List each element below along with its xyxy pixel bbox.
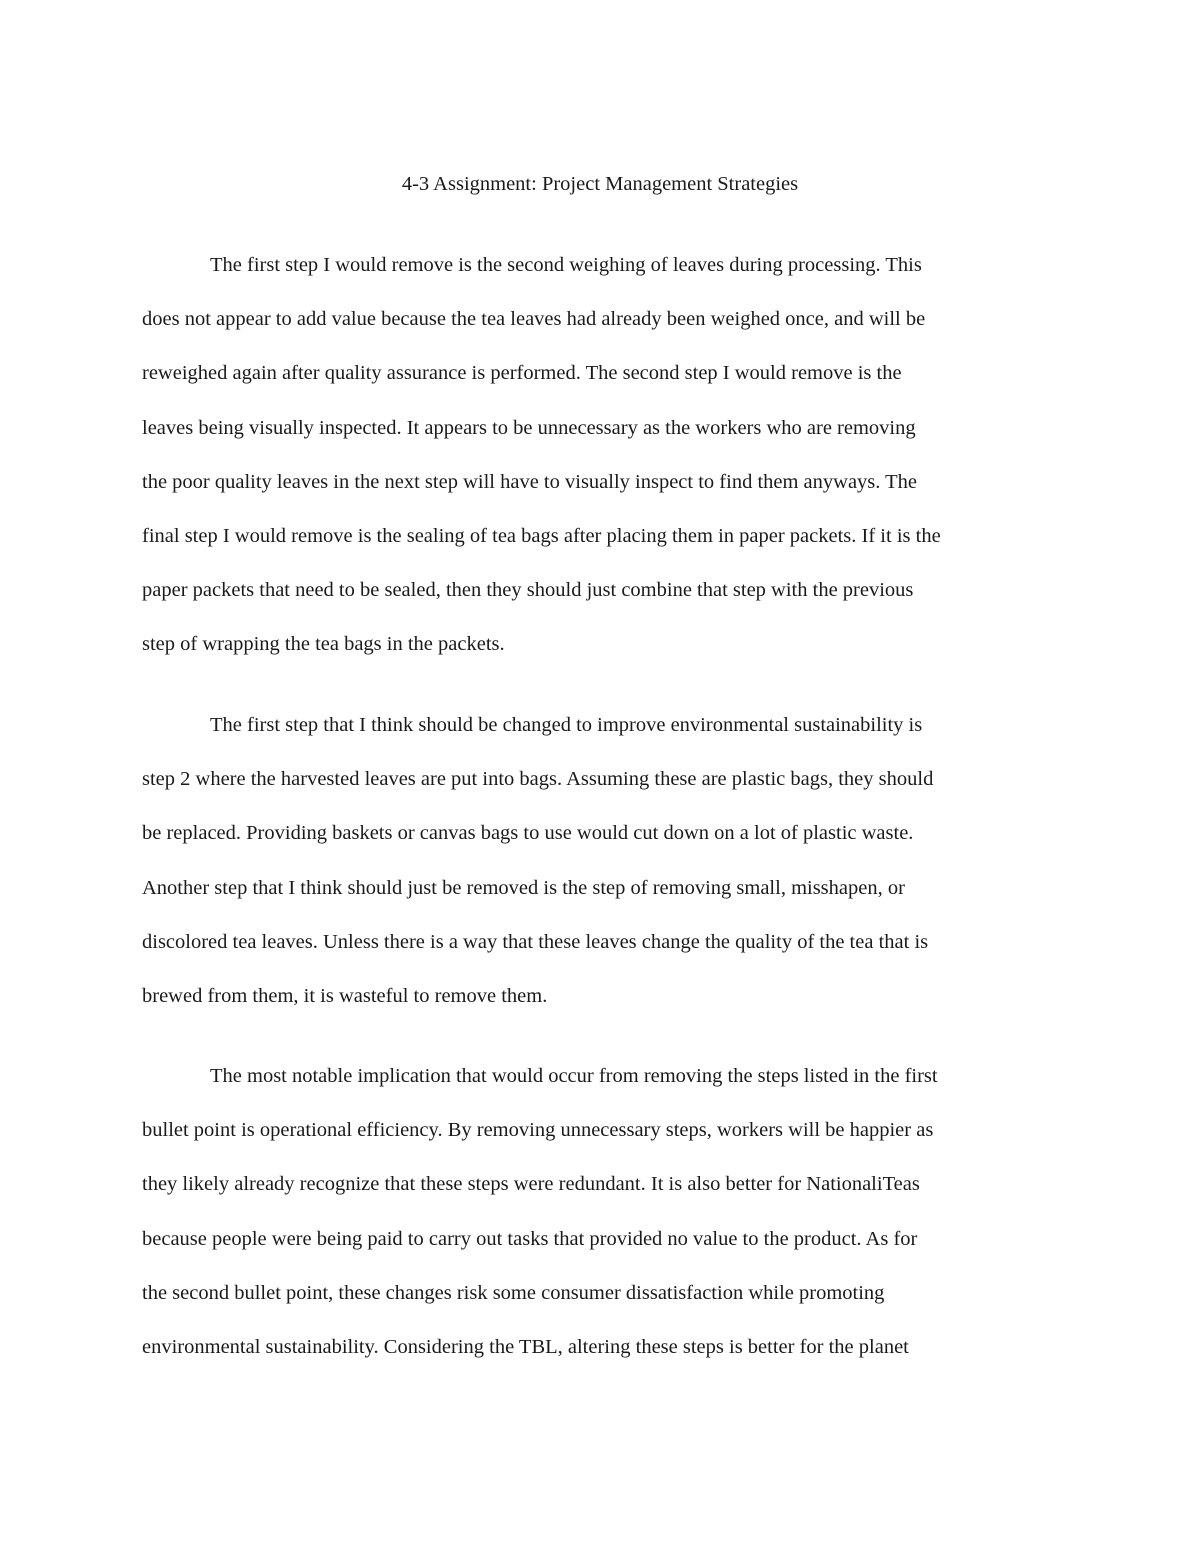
paragraph-line: paper packets that need to be sealed, then they should just combine that step with the previous [142, 579, 914, 602]
paragraph-line: be replaced. Providing baskets or canvas bags to use would cut down on a lot of plastic waste. [142, 822, 914, 845]
paragraph-line: Another step that I think should just be removed is the step of removing small, misshapen, or [142, 876, 905, 899]
paragraph-line: the poor quality leaves in the next step will have to visually inspect to find them anyways. The [142, 470, 918, 493]
paragraph-line: they likely already recognize that these steps were redundant. It is also better for NationaliTeas [142, 1173, 920, 1196]
paragraph-line: discolored tea leaves. Unless there is a way that these leaves change the quality of the tea that is [142, 930, 929, 953]
paragraph-line: reweighed again after quality assurance is performed. The second step I would remove is the [142, 362, 902, 385]
paragraph-line: The most notable implication that would occur from removing the steps listed in the first [210, 1065, 938, 1087]
paragraph-line: step of wrapping the tea bags in the packets. [142, 633, 505, 656]
paragraph-1 [142, 249, 941, 683]
paragraph-line: because people were being paid to carry out tasks that provided no value to the product. As for [142, 1227, 918, 1250]
paragraph-line: The first step that I think should be changed to improve environmental sustainability is [210, 714, 923, 736]
paragraph-line: bullet point is operational efficiency. By removing unnecessary steps, workers will be happier as [142, 1119, 934, 1142]
paragraph-line: leaves being visually inspected. It appears to be unnecessary as the workers who are removing [142, 416, 916, 439]
paragraph-line: step 2 where the harvested leaves are put into bags. Assuming these are plastic bags, they should [142, 768, 934, 791]
paragraph-line: environmental sustainability. Considering the TBL, altering these steps is better for the planet [142, 1335, 909, 1358]
paragraph-line: does not appear to add value because the tea leaves had already been weighed once, and will be [142, 308, 926, 331]
paragraph-line: The first step I would remove is the second weighing of leaves during processing. This [210, 254, 922, 276]
paragraph-2 [142, 709, 933, 1034]
paragraph-line: brewed from them, it is wasteful to remove them. [142, 984, 548, 1007]
paragraph-3 [142, 1060, 938, 1385]
document-title: 4-3 Assignment: Project Management Strategies [401, 173, 799, 195]
paragraph-line: final step I would remove is the sealing of tea bags after placing them in paper packets. If it is the [142, 524, 941, 547]
paragraph-line: the second bullet point, these changes risk some consumer dissatisfaction while promoting [142, 1281, 885, 1304]
